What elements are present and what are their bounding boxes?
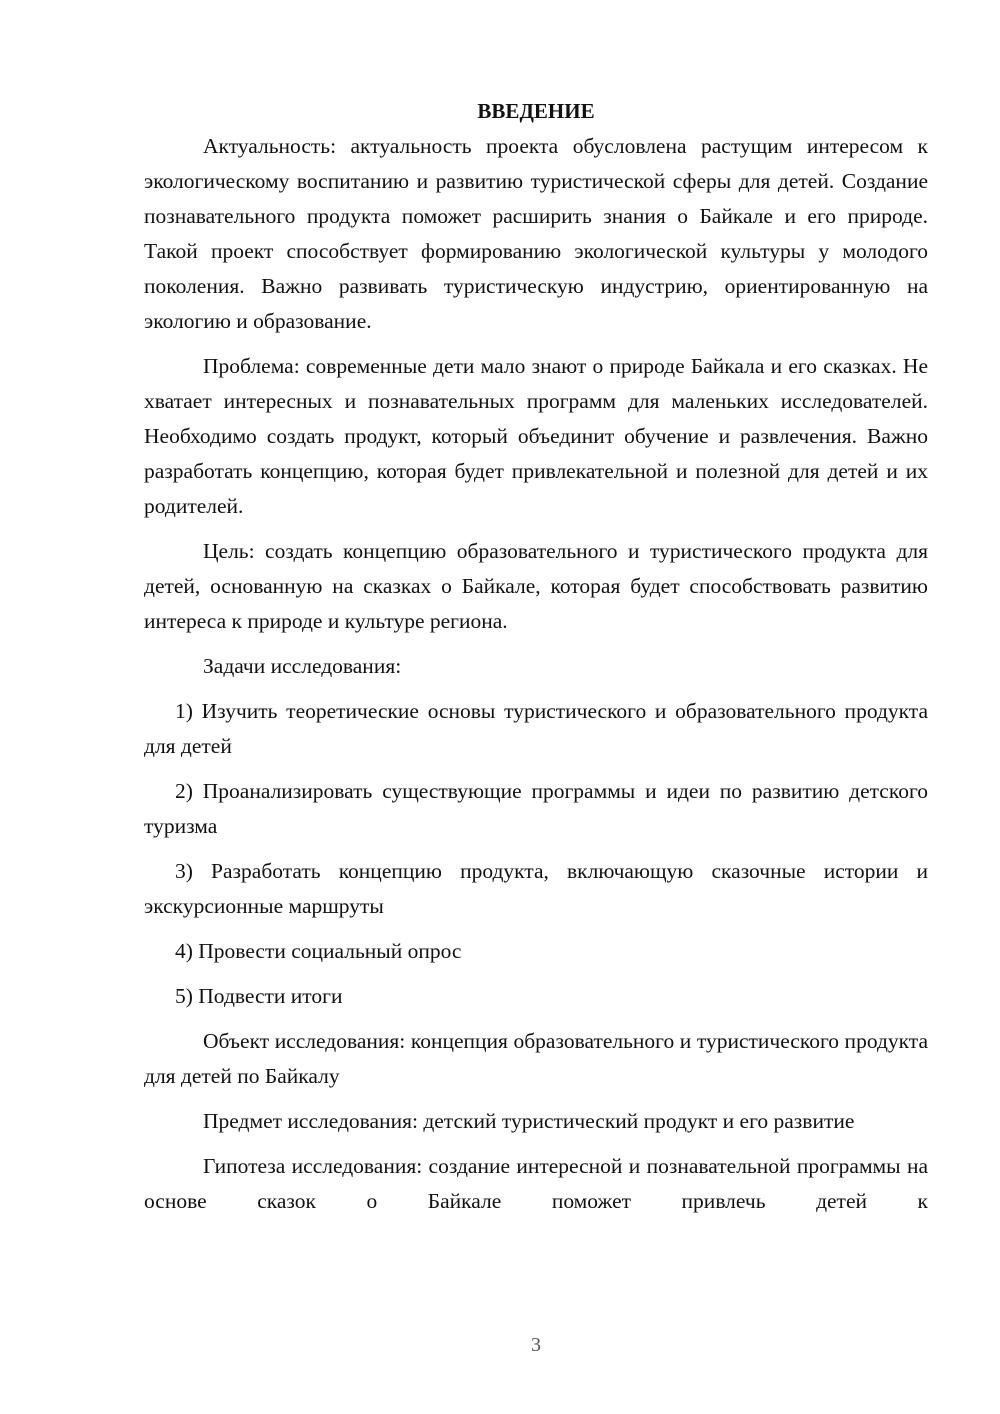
task-item-1: 1) Изучить теоретические основы туристического и образовательного продукта для детей (144, 699, 928, 758)
document-body (144, 94, 928, 1229)
page-number: 3 (531, 1334, 541, 1356)
paragraph-subject: Предмет исследования: детский туристический продукт и его развитие (203, 1109, 855, 1133)
tasks-heading: Задачи исследования: (203, 654, 402, 678)
paragraph-problem: Проблема: современные дети мало знают о природе Байкала и его сказках. Не хватает интересных и познавательных программ для маленьких исследователей. Необходимо создать продукт, который объединит обучение и развлечения. Важно разработать концепцию, которая будет привлекательной и полезной для детей и их родителей. (144, 354, 928, 518)
paragraph-object: Объект исследования: концепция образовательного и туристического продукта для детей по Байкалу (144, 1029, 928, 1088)
paragraph-goal: Цель: создать концепцию образовательного и туристического продукта для детей, основанную на сказках о Байкале, которая будет способствовать развитию интереса к природе и культуре региона. (144, 539, 928, 633)
paragraph-hypothesis: Гипотеза исследования: создание интересной и познавательной программы на основе сказок о Байкале поможет привлечь детей к (144, 1154, 928, 1213)
page-title: ВВЕДЕНИЕ (477, 99, 595, 123)
task-item-3: 3) Разработать концепцию продукта, включающую сказочные истории и экскурсионные маршруты (144, 859, 928, 918)
task-item-4: 4) Провести социальный опрос (175, 939, 462, 963)
paragraph-relevance: Актуальность: актуальность проекта обусловлена растущим интересом к экологическому воспитанию и развитию туристической сферы для детей. Создание познавательного продукта поможет расширить знания о Байкале и его природе. Такой проект способствует формированию экологической культуры у молодого поколения. Важно развивать туристическую индустрию, ориентированную на экологию и образование. (144, 134, 928, 333)
task-item-2: 2) Проанализировать существующие программы и идеи по развитию детского туризма (144, 779, 928, 838)
task-item-5: 5) Подвести итоги (175, 984, 343, 1008)
